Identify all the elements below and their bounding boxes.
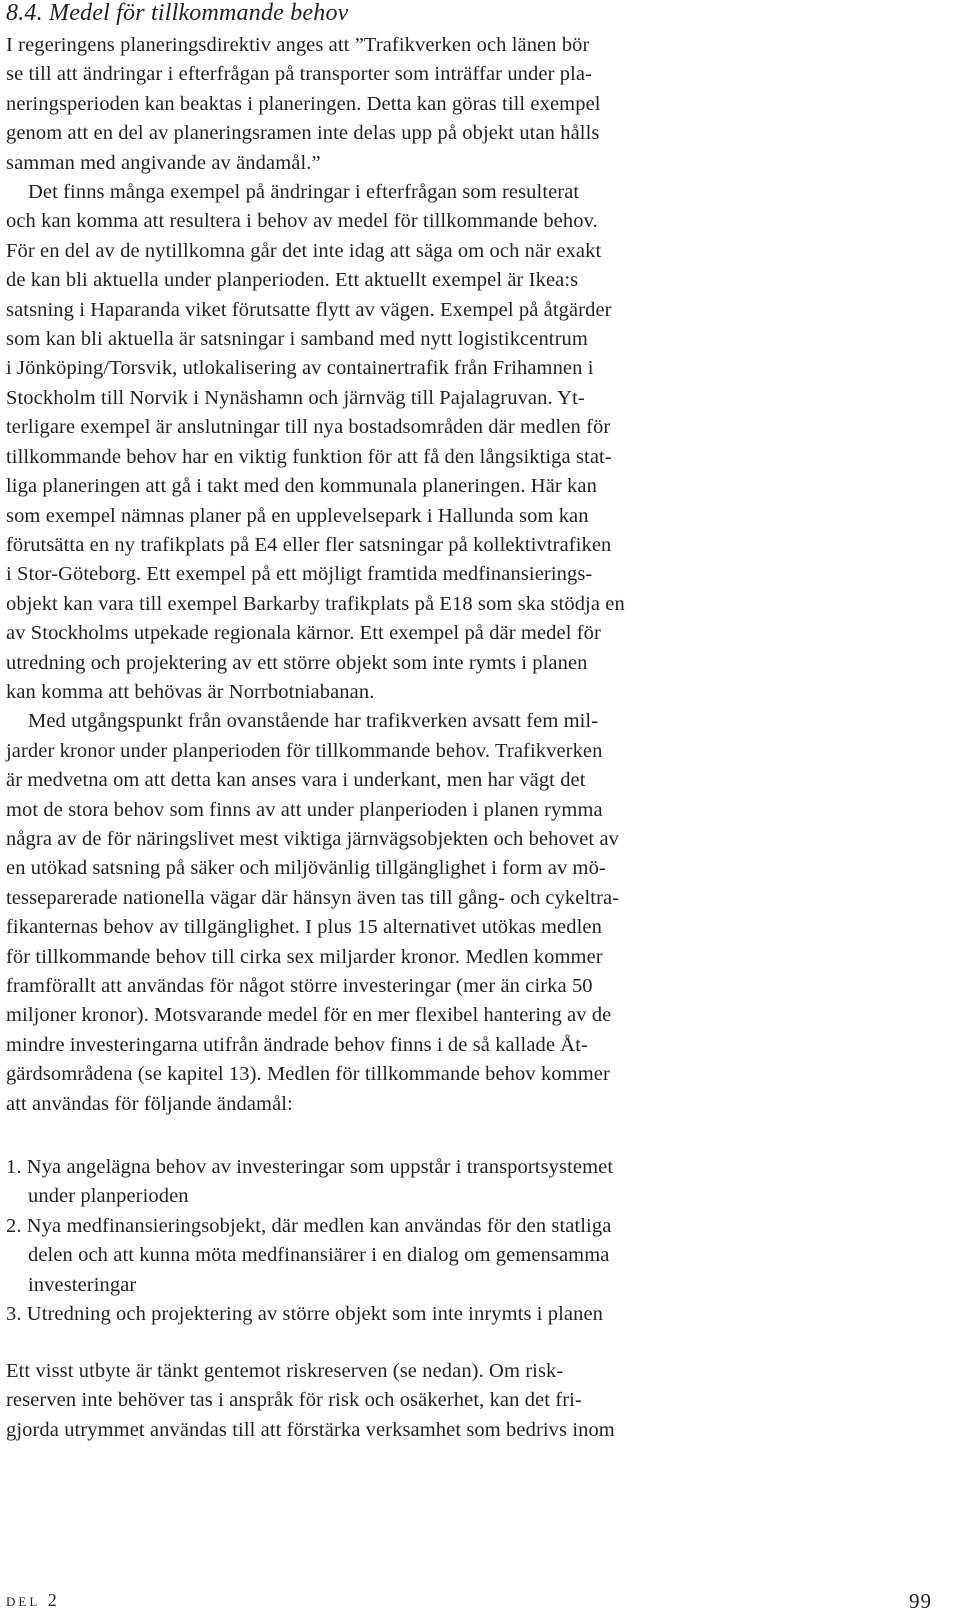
body-text-final	[6, 1357, 615, 1445]
list-item-line: under planperioden	[28, 1185, 189, 1208]
text-line: gärdsområdena (se kapitel 13). Medlen för tillkommande behov kommer	[6, 1063, 610, 1086]
page-number: 99	[909, 1589, 932, 1613]
text-line: För en del av de nytillkomna går det inte idag att säga om och när exakt	[6, 239, 602, 262]
text-line: terligare exempel är anslutningar till nya bostadsområden där medlen för	[6, 416, 611, 439]
text-line: genom att en del av planeringsramen inte delas upp på objekt utan hålls	[6, 122, 600, 145]
text-line: som exempel nämnas planer på en upplevelsepark i Hallunda som kan	[6, 504, 589, 527]
text-line: några av de för näringslivet mest viktiga järnvägsobjekten och behovet av	[6, 827, 619, 850]
text-line: reserven inte behöver tas i anspråk för risk och osäkerhet, kan det fri-	[6, 1389, 582, 1412]
text-line: av Stockholms utpekade regionala kärnor. Ett exempel på där medel för	[6, 622, 601, 645]
section-heading: 8.4. Medel för tillkommande behov	[6, 0, 349, 26]
text-line: fikanternas behov av tillgänglighet. I plus 15 alternativet utökas medlen	[6, 916, 602, 939]
text-line: Stockholm till Norvik i Nynäshamn och järnväg till Pajalagruvan. Yt-	[6, 386, 585, 409]
text-line: neringsperioden kan beaktas i planeringen. Detta kan göras till exempel	[6, 92, 601, 115]
text-line: liga planeringen att gå i takt med den kommunala planeringen. Här kan	[6, 475, 597, 498]
text-line: i Jönköping/Torsvik, utlokalisering av containertrafik från Frihamnen i	[6, 357, 594, 380]
text-line: mot de stora behov som finns av att under planperioden i planen rymma	[6, 798, 603, 821]
text-line: gjorda utrymmet användas till att förstärka verksamhet som bedrivs inom	[6, 1418, 615, 1441]
text-line: i Stor-Göteborg. Ett exempel på ett möjligt framtida medfinansierings-	[6, 563, 593, 586]
text-line: en utökad satsning på säker och miljövänlig tillgänglighet i form av mö-	[6, 857, 606, 880]
text-line: I regeringens planeringsdirektiv anges att ”Trafikverken och länen bör	[6, 34, 590, 56]
text-line: mindre investeringarna utifrån ändrade behov finns i de så kallade Åt-	[6, 1033, 588, 1056]
list-item-line: 2. Nya medfinansieringsobjekt, där medlen kan användas för den statliga	[6, 1214, 612, 1237]
purpose-list	[6, 1153, 613, 1329]
text-line: tesseparerade nationella vägar där hänsyn även tas till gång- och cykeltra-	[6, 886, 620, 909]
text-line: att användas för följande ändamål:	[6, 1092, 293, 1115]
text-line: jarder kronor under planperioden för tillkommande behov. Trafikverken	[6, 739, 603, 762]
list-item-line: 1. Nya angelägna behov av investeringar som uppstår i transportsystemet	[6, 1156, 614, 1178]
text-line: samman med angivande av ändamål.”	[6, 151, 321, 174]
text-line: objekt kan vara till exempel Barkarby trafikplats på E18 som ska stödja en	[6, 592, 625, 615]
text-line: Det finns många exempel på ändringar i efterfrågan som resulterat	[28, 181, 580, 204]
text-line: de kan bli aktuella under planperioden. Ett aktuellt exempel är Ikea:s	[6, 269, 579, 292]
text-line: se till att ändringar i efterfrågan på transporter som inträffar under pla-	[6, 63, 593, 86]
text-line: är medvetna om att detta kan anses vara i underkant, men har vägt det	[6, 769, 586, 792]
text-line: förutsätta en ny trafikplats på E4 eller fler satsningar på kollektivtrafiken	[6, 533, 612, 556]
text-line: satsning i Haparanda viket förutsatte flytt av vägen. Exempel på åtgärder	[6, 298, 612, 321]
text-line: framförallt att användas för något större investeringar (mer än cirka 50	[6, 975, 593, 997]
text-line: som kan bli aktuella är satsningar i samband med nytt logistikcentrum	[6, 328, 588, 351]
list-item-line: investeringar	[28, 1273, 137, 1296]
text-line: Med utgångspunkt från ovanstående har trafikverken avsatt fem mil-	[28, 710, 599, 733]
footer-section-label: del 2	[6, 1590, 60, 1610]
list-item-line: 3. Utredning och projektering av större objekt som inte inrymts i planen	[6, 1303, 604, 1326]
list-item-line: delen och att kunna möta medfinansiärer i en dialog om gemensamma	[28, 1244, 610, 1267]
text-line: miljoner kronor). Motsvarande medel för en mer flexibel hantering av de	[6, 1004, 612, 1027]
text-line: tillkommande behov har en viktig funktion för att få den långsiktiga stat-	[6, 445, 612, 468]
text-line: och kan komma att resultera i behov av medel för tillkommande behov.	[6, 210, 598, 233]
text-line: Ett visst utbyte är tänkt gentemot riskreserven (se nedan). Om risk-	[6, 1360, 564, 1382]
text-line: för tillkommande behov till cirka sex miljarder kronor. Medlen kommer	[6, 945, 603, 968]
text-line: kan komma att behövas är Norrbotniabanan.	[6, 680, 375, 703]
text-line: utredning och projektering av ett större objekt som inte rymts i planen	[6, 651, 588, 674]
body-text-main	[6, 31, 625, 1119]
